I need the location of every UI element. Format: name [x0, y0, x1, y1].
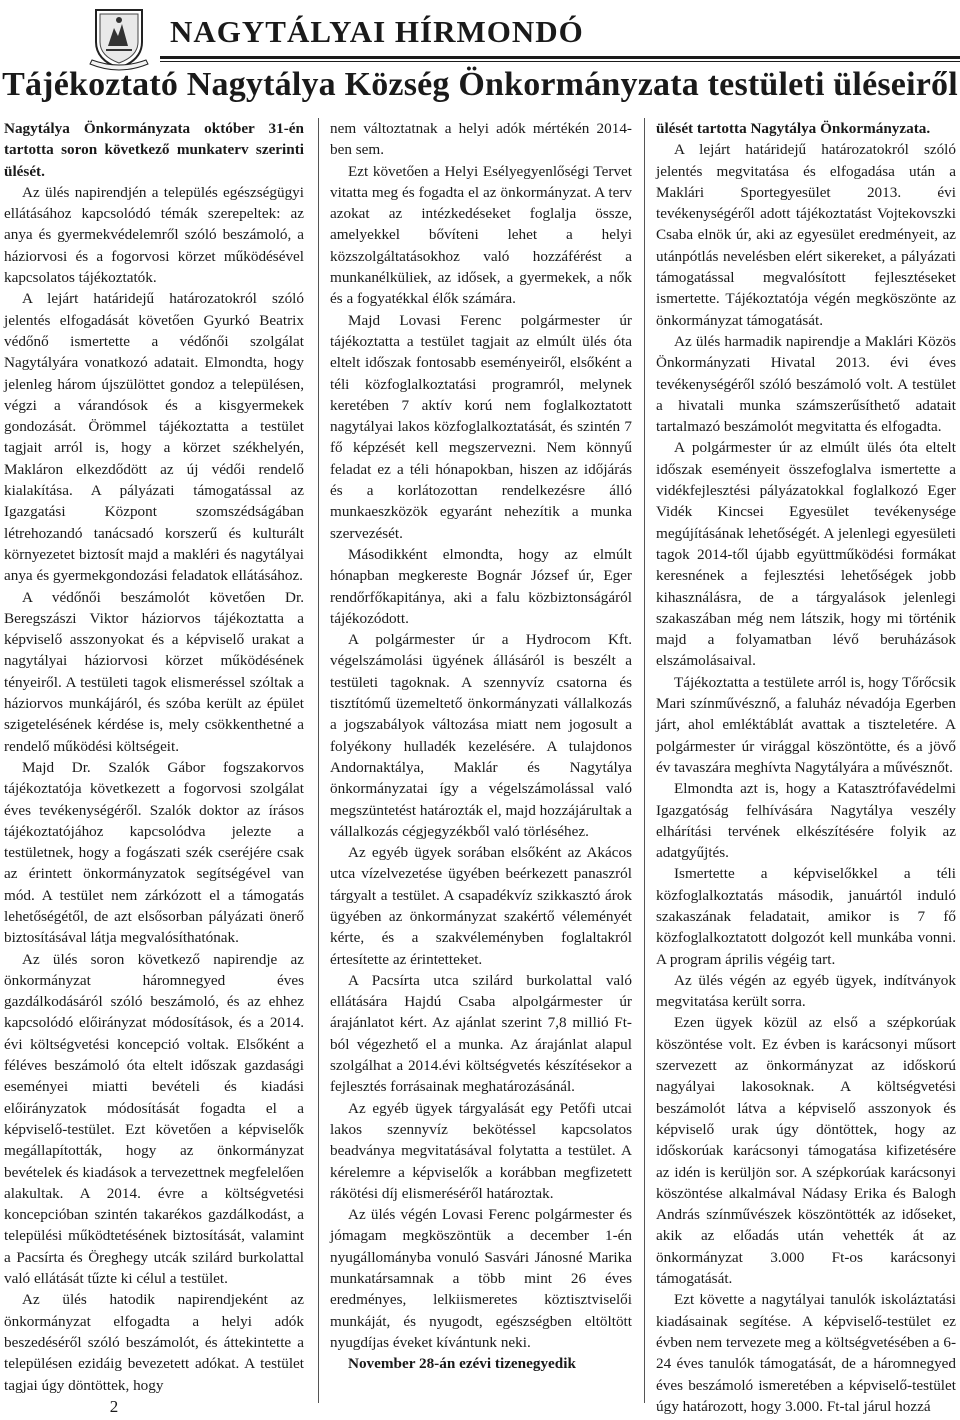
article-headline: Tájékoztató Nagytálya Község Önkormányzata testületi üléseiről — [2, 66, 958, 103]
paragraph: Az ülés végén az egyéb ügyek, indítványok megvitatása került sorra. — [656, 971, 956, 1011]
paragraph: Az egyéb ügyek tárgyalását egy Petőfi utcai lakos szennyvíz bekötéssel kapcsolatos beadványa megvitatásával folytatta a testület. A kérelemre a képviselők a korábban megfizetett rákötési díj elismeréséről határoztak. — [330, 1099, 632, 1202]
article-column-3 — [656, 118, 956, 1417]
column-divider — [644, 118, 645, 1403]
article-column-2 — [330, 118, 632, 1375]
newspaper-masthead: NAGYTÁLYAI HÍRMONDÓ — [170, 14, 584, 49]
page-number: 2 — [109, 1397, 119, 1416]
paragraph: Az ülés hatodik napirendjeként az önkormányzat elfogadta a helyi adók beszedéséről szóló beszámolót, és áttekintette a településen ezidáig bevezetett adókat. A testület tagjai úgy döntöttek, hogy — [4, 1291, 304, 1394]
village-crest-logo — [84, 6, 154, 72]
paragraph: Majd Lovasi Ferenc polgármester úr tájékoztatta a testület tagjait az elmúlt ülés óta eltelt időszak fontosabb eseményeiről, elsőként a téli közfoglalkoztatási programról, melynek keretében 7 aktív korú nem foglalkoztatott nagytályai lakos közfoglalkoztatását, és szintén 7 fő képzését kell megszervezni. Nem könnyű feladat ez a téli hónapokban, hiszen az időjárás és a korlátozottan rendelkezésre álló munkaeszközök egyaránt nehezítik a munka szervezését. — [330, 311, 632, 542]
column-lead: Nagytálya Önkormányzata október 31-én tartotta soron következő munkaterv szerinti ülését. — [4, 120, 304, 180]
paragraph: A Pacsírta utca szilárd burkolattal való ellátására Hajdú Csaba alpolgármester úr árajánlatot kért. Az ajánlat szerint 7,8 millió Ft-ból végezhető el a munka. Az árajánlat alapul szolgálhat a 2014.évi költségvetés készítésekor a fejlesztés forrásainak meghatározásánál. — [330, 971, 632, 1096]
paragraph: Másodikként elmondta, hogy az elmúlt hónapban megkereste Bognár József úr, Eger rendőrfőkapitánya, aki a falu közbiztonságáról tájékozódott. — [330, 545, 632, 627]
paragraph: Ismertette a képviselőkkel a téli közfoglalkoztatás második, januártól induló szakaszának feladatait, amikor is 7 fő közfoglalkoztatott dolgozót kell munkába vonni. A program április végéig tart. — [656, 865, 956, 968]
paragraph: Ezt követően a Helyi Esélyegyenlőségi Tervet vitatta meg és fogadta el az önkormányzat. A terv azokat az intézkedéseket foglalja össze, amelyekkel bővíteni lehet a helyi közszolgáltatásokhoz való hozzáférést a munkanélküliek, az idősek, a gyermekek, a nők és a fogyatékkal élők számára. — [330, 162, 632, 308]
paragraph: Tájékoztatta a testülete arról is, hogy Tőrőcsik Mari színművésznő, a faluház névadója Egerben járt, ahol emléktáblát avattak a tiszteletére. A polgármester úr virággal köszöntötte, és a jövő év tavaszára meghívta Nagytályára a művésznőt. — [656, 673, 956, 776]
paragraph: A lejárt határidejű határozatokról szóló jelentés elfogadását követően Gyurkó Beatrix védőnő ismertette a védőnői szolgálat Nagytályára vonatkozó adatait. Elmondta, hogy jelenleg három újszülöttet gondoz a településen, végzi a várandósok és a kisgyermekek gondozását. Örömmel tájékoztatta a testület tagjait arról is, hogy a körzet székhelyén, Makláron elkezdődött az új védői rendelő kialakítása. A pályázati támogatással az Igazgatási Központ szomszédságában létrehozandó tanácsadó korszerű és kulturált környezetet biztosít majd a makléri és nagytályai anya és gyermekgondozási feladatok ellátásához. — [4, 290, 304, 585]
paragraph: Majd Dr. Szalók Gábor fogszakorvos tájékoztatója következett a fogorvosi szolgálat éves tevékenységéről. Szalók doktor az írásos tájékoztatójához kapcsolódva jelezte a testületnek, hogy a fogászati szék cseréjére csak az érintett önkormányzatok segítségével van mód. A testület nem zárkózott el a támogatás lehetőségétől, de azt elsősorban pályázati önerő biztosításával látja megvalósíthatónak. — [4, 758, 304, 947]
paragraph: nem változtatnak a helyi adók mértékén 2014-ben sem. — [330, 120, 632, 159]
paragraph: A polgármester úr az elmúlt ülés óta eltelt időszak eseményeit összefoglalva ismertette a vidékfejlesztési pályázatokkal foglalkozó Eger Vidék Kincsei Egyesület tevékenysége megújításának lehetőségét. A jelenlegi egyesületi tagok 2014-től újabb együttműködési formákat keresnének a fejlesztési lehetőségek jobb kihasználásra, de a tárgyalások jelenlegi szakaszában még nem látszik, hogy mi történik majd a folyamatban lévő beruházások elszámolásaival. — [656, 439, 956, 670]
paragraph: Az ülés harmadik napirendje a Maklári Közös Önkormányzati Hivatal 2013. évi éves tevékenységéről szóló beszámoló volt. A testület a hivatali munka számszerűsíthető adatait tartalmazó beszámolót megvitatta és elfogadta. — [656, 332, 956, 436]
paragraph: Ezt követte a nagytályai tanulók iskoláztatási kiadásainak segítése. A képviselő-testület ez évben nem tervezete meg a költségvetésében a 6-24 éves tanulók támogatását, de a háromnegyed éves beszámoló ismeretében a képviselő-testület úgy határozott, hogy 3.000. Ft-tal járul hozzá — [656, 1291, 956, 1415]
masthead-rule — [160, 56, 960, 59]
column-lead: ülését tartotta Nagytálya Önkormányzata. — [656, 120, 931, 137]
article-column-1 — [4, 118, 304, 1396]
paragraph: Az ülés napirendjén a település egészségügyi ellátásához kapcsolódó témák szerepeltek: az anya és gyermekvédelemről szóló beszámoló, a háziorvosi és a fogorvosi körzet működésével kapcsolatos tájékoztatók. — [4, 183, 304, 287]
paragraph: A lejárt határidejű határozatokról szóló jelentés megvitatása és elfogadása után a Maklári Sportegyesület 2013. évi tevékenységéről adott tájékoztatást Vojtekovszki Csaba elnök úr, aki az egyesület eredményeit, az utánpótlás nevelésben elért sikereket, a pályázati támogatással megvalósított fejlesztéseket ismertette. Tájékoztatója végén megköszönte az önkormányzat támogatását. — [656, 141, 956, 329]
masthead-rule-thin — [160, 61, 960, 62]
paragraph: A polgármester úr a Hydrocom Kft. végelszámolási ügyének állásáról is beszélt a testületi tagoknak. A szennyvíz csatorna és tisztítómű üzemeltető önkormányzati vállalkozás a jogszabályok változása miatt nem jogosult a folyékony hulladék kezelésére. A tulajdonos Andornaktálya, Maklár és Nagytálya önkormányzatai így a végelszámolással való megszüntetést határozták el, majd hozzájárultak a vállalkozás cégjegyzékből való törléséhez. — [330, 631, 632, 840]
paragraph: A védőnői beszámolót követően Dr. Beregszászi Viktor háziorvos tájékoztatta a képviselő asszonyokat és a képviselő urakat a nagytályai háziorvosi körzet működésének tényeiről. A testületi tagok elismeréssel szóltak a háziorvos munkájáról, és szóba került az épület szigetelésének kérdése is, mely csökkenthetné a rendelő működési költségeit. — [4, 588, 304, 755]
paragraph: Az ülés végén Lovasi Ferenc polgármester és jómagam megköszöntük a december 1-én nyugállományba vonuló Sasvári Jánosné Marika munkatársamnak a több mint 26 éves eredményes, lelkiismeretes köztisztviselői munkáját, és nyugodt, egészségben eltöltött nyugdíjas éveket kívántunk neki. — [330, 1206, 632, 1351]
paragraph: Elmondta azt is, hogy a Katasztrófavédelmi Igazgatóság felhívására Nagytálya veszély elhárítási tervének elkészítésére folyik az adatgyűjtés. — [656, 780, 956, 862]
paragraph: Ezen ügyek közül az első a szépkorúak köszöntése volt. Ez évben is karácsonyi műsort szervezett az önkormányzat az időskorú nagyályai lakosoknak. A költségvetési beszámolót látva a képviselő asszonyok és képviselő urak úgy döntöttek, hogy az időskorúak karácsonyi támogatása kifizetésére az idén is kerüljön sor. A szépkorúak karácsonyi köszöntése alkalmával Nádasy Erika és Balogh András színművészek köszöntötték az időseket, akik az előadás után vehették át az önkormányzat 3.000 Ft-os karácsonyi támogatását. — [656, 1014, 956, 1288]
column-tail: November 28-án ezévi tizenegyedik — [348, 1355, 576, 1373]
paragraph: Az ülés soron következő napirendje az önkormányzat háromnegyed éves gazdálkodásáról szóló beszámoló, és az ehhez kapcsolódó előirányzat módosítások, és a 2014. évi költségvetési koncepció voltak. Elsőként a féléves beszámoló óta eltelt időszak gazdasági eseményei miatti bevételi és kiadási előirányzatok módosítását fogadta el a képviselő-testület. Ezt követően a képviselők megállapították, hogy az önkormányzat bevételek és kiadások a tervezettnek megfelelően alakultak. A 2014. évre a költségvetési koncepcióban szintén takarékos gazdálkodást, a települési működtetésének biztosítását, valamint a Pacsírta és Öreghegy utcák szilárd burkolattal való ellátását tűzte ki célul a testület. — [4, 950, 304, 1288]
column-divider — [318, 118, 319, 1403]
paragraph: Az egyéb ügyek sorában elsőként az Akácos utca vízelvezetése ügyében beérkezett panaszról tárgyalt a testület. A csapadékvíz szikkasztó árok ügyében az önkormányzat szakértő véleményét kérte, és a szakvéleményben foglaltakról értesítette az érintetteket. — [330, 844, 632, 968]
